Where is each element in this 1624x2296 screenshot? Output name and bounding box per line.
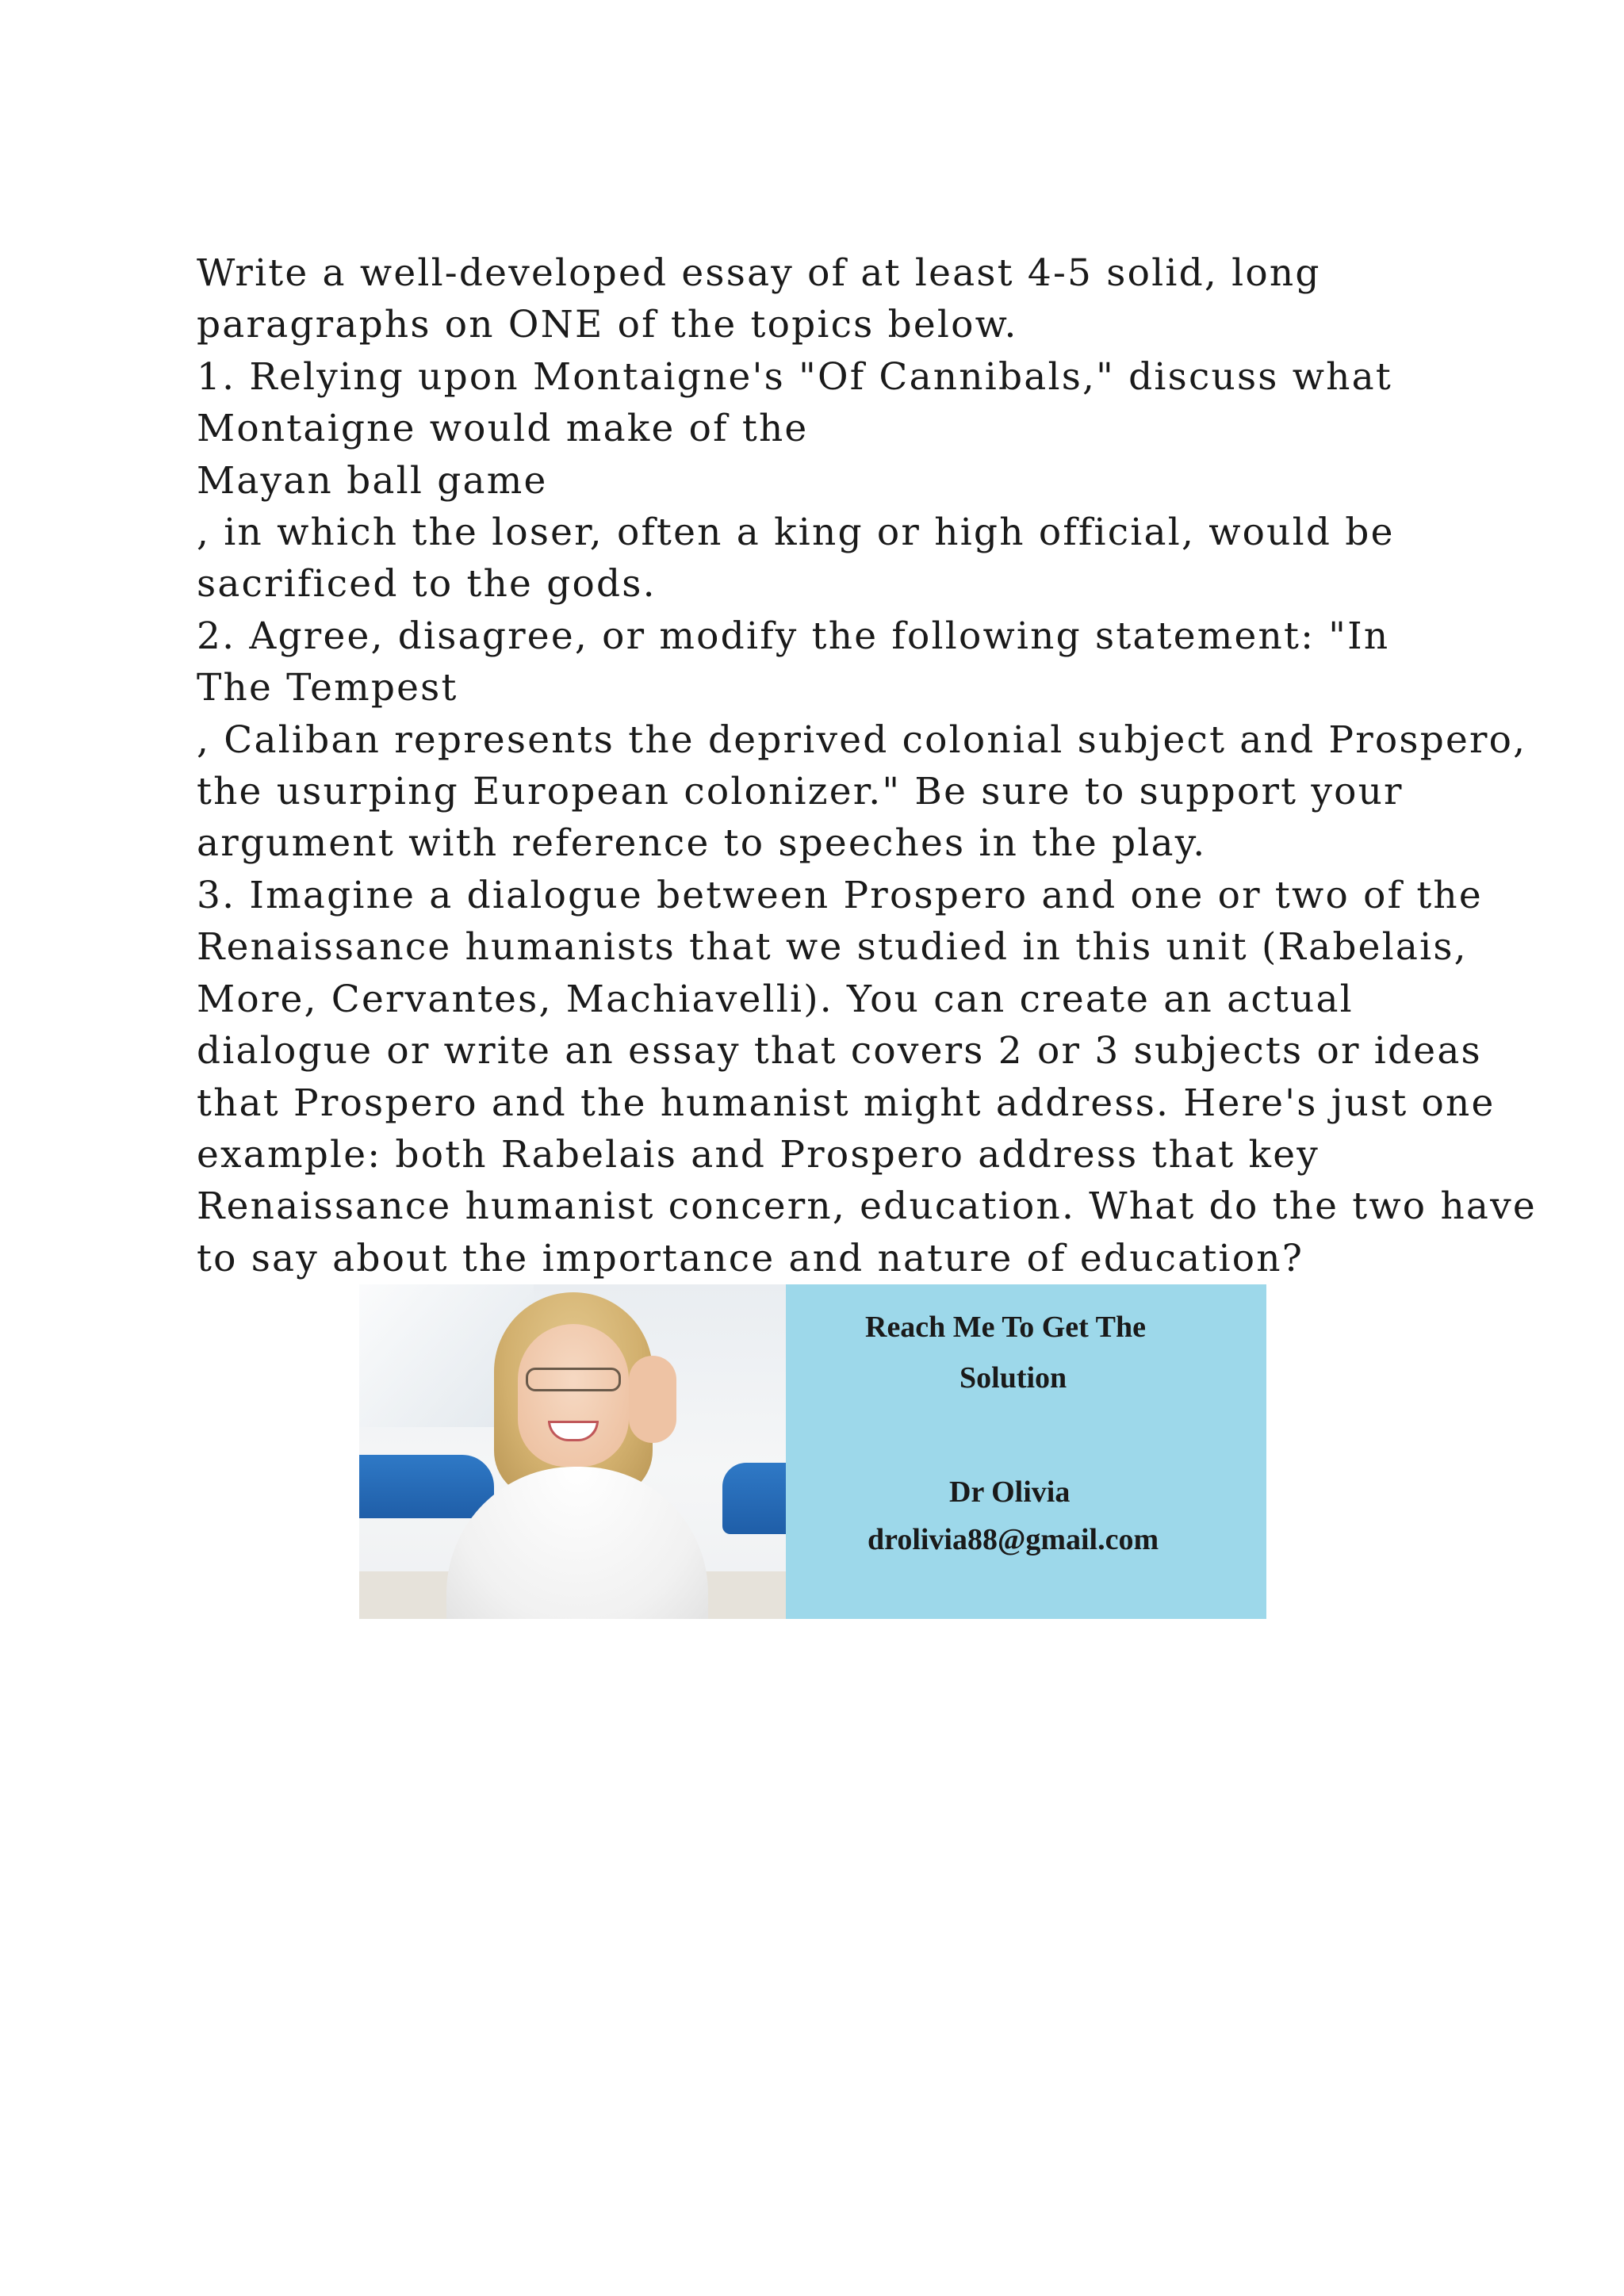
text-line: Renaissance humanists that we studied in this unit (Rabelais, xyxy=(197,925,1468,970)
text-line: Renaissance humanist concern, education. What do the two have xyxy=(197,1184,1537,1229)
contact-email: drolivia88@gmail.com xyxy=(868,1523,1159,1556)
blue-chair-shape xyxy=(722,1463,786,1534)
essay-prompt-text xyxy=(197,247,1537,1284)
text-line: example: both Rabelais and Prospero address that key xyxy=(197,1132,1320,1177)
hand-shape xyxy=(629,1356,676,1443)
text-line: to say about the importance and nature of education? xyxy=(197,1236,1304,1280)
text-line: Mayan ball game xyxy=(197,458,548,503)
text-line: 2. Agree, disagree, or modify the following statement: "In xyxy=(197,614,1390,658)
contact-banner xyxy=(359,1284,1266,1619)
text-line: More, Cervantes, Machiavelli). You can create an actual xyxy=(197,977,1354,1021)
text-line: Write a well-developed essay of at least 4-5 solid, long xyxy=(197,251,1321,295)
text-line: 1. Relying upon Montaigne's "Of Cannibals," discuss what xyxy=(197,354,1392,399)
glasses-shape xyxy=(526,1368,621,1391)
text-line: , Caliban represents the deprived colonial subject and Prospero, xyxy=(197,718,1527,762)
text-line: 3. Imagine a dialogue between Prospero and one or two of the xyxy=(197,873,1483,917)
text-line: Montaigne would make of the xyxy=(197,407,809,451)
text-line: argument with reference to speeches in the play. xyxy=(197,821,1207,866)
text-line: that Prospero and the humanist might address. Here's just one xyxy=(197,1081,1496,1125)
contact-name: Dr Olivia xyxy=(949,1475,1071,1509)
text-line: the usurping European colonizer." Be sure to support your xyxy=(197,770,1404,814)
blue-chair-shape xyxy=(359,1455,494,1518)
text-line: dialogue or write an essay that covers 2 or 3 subjects or ideas xyxy=(197,1029,1482,1073)
text-line: The Tempest xyxy=(197,666,458,710)
banner-heading-line-2: Solution xyxy=(959,1361,1067,1395)
woman-photo xyxy=(359,1284,786,1619)
contact-info-panel xyxy=(786,1284,1266,1619)
text-line: , in which the loser, often a king or high official, would be xyxy=(197,511,1395,555)
text-line: paragraphs on ONE of the topics below. xyxy=(197,303,1018,347)
text-line: sacrificed to the gods. xyxy=(197,562,657,607)
face-shape xyxy=(518,1324,629,1467)
banner-heading-line-1: Reach Me To Get The xyxy=(865,1311,1146,1344)
